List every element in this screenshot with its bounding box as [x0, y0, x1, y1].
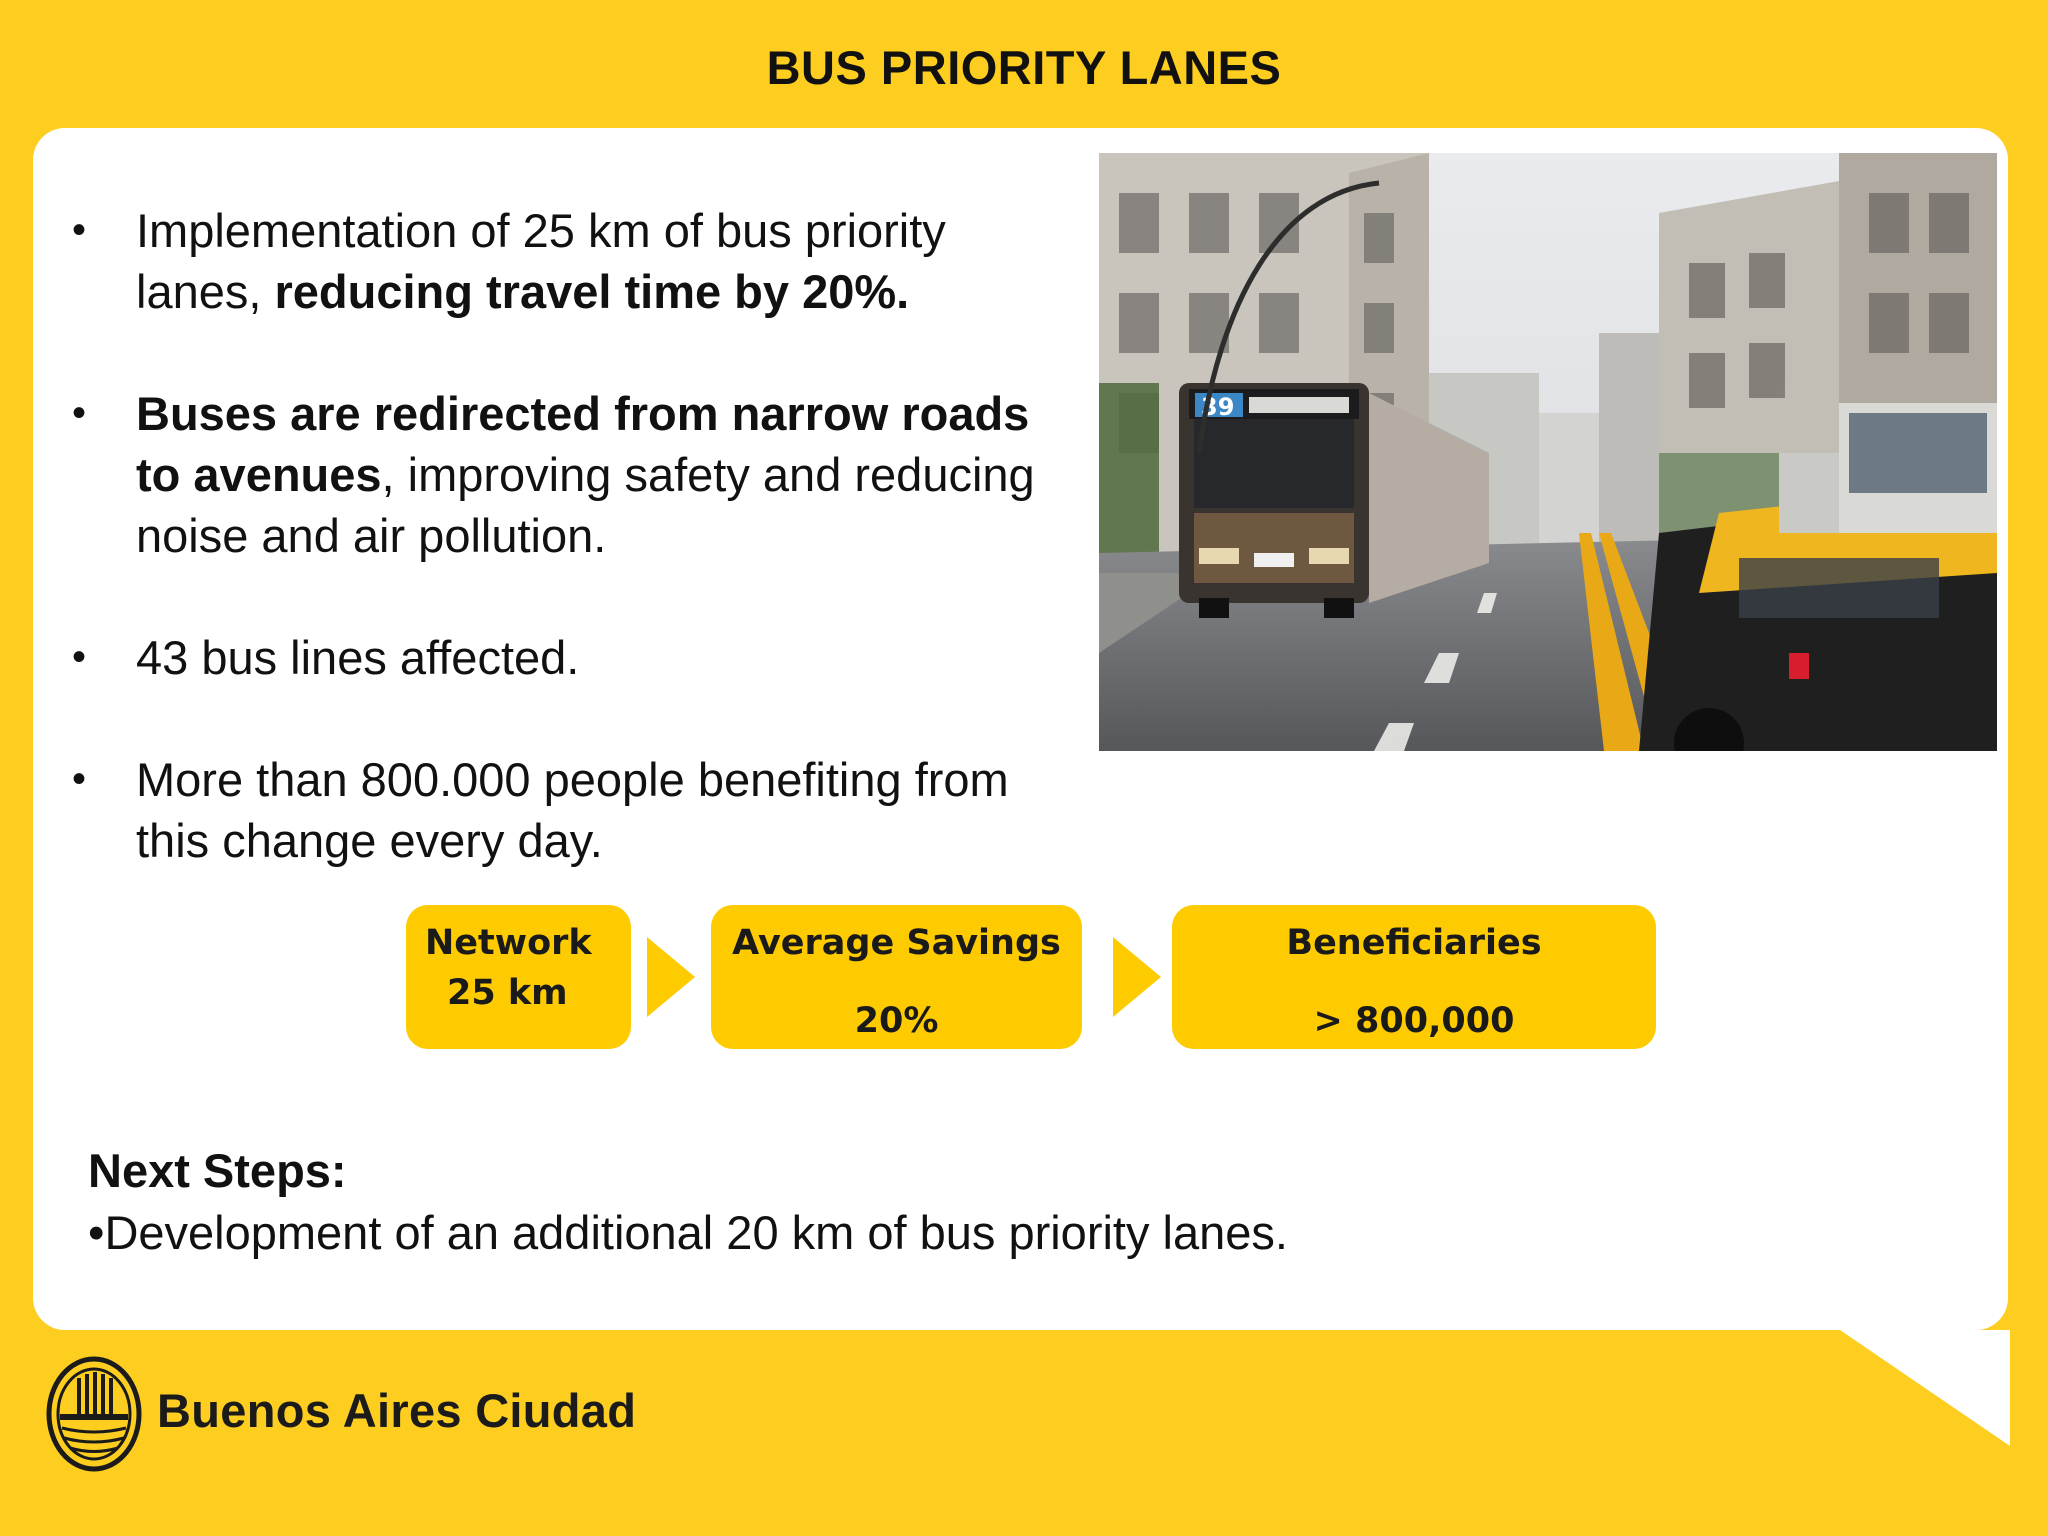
step-label: Network [425, 923, 592, 963]
bus-route-number: 39 [1201, 393, 1235, 421]
bullet-text: Implementation of 25 km of bus priority lanes, [136, 204, 946, 318]
step-label: Beneficiaries [1286, 923, 1542, 963]
next-steps-heading: Next Steps: [88, 1144, 347, 1197]
city-seal-logo [46, 1356, 142, 1472]
bullet-text: More than 800.000 people benefiting from this change every day. [136, 753, 1009, 867]
step-value: > 800,000 [1313, 1001, 1515, 1041]
slide-title: BUS PRIORITY LANES [766, 41, 1282, 94]
bullet-dot: • [72, 635, 87, 679]
step-value: 20% [854, 1001, 939, 1041]
step-value: 25 km [447, 973, 568, 1013]
bullet-text: , improving safety and reducing noise and air pollution. [136, 448, 1035, 562]
brand-name: Buenos Aires Ciudad [157, 1384, 637, 1437]
bullet-item [68, 627, 1078, 688]
bullet-bold-text: Buses are redirected from narrow roads to avenues [136, 387, 1030, 501]
speech-bubble-tail [1840, 1330, 2010, 1446]
bullet-bold-text: reducing travel time by 20%. [274, 265, 910, 318]
bullet-item [68, 749, 1078, 871]
bullet-dot: • [72, 391, 87, 435]
next-steps-item: •Development of an additional 20 km of bus priority lanes. [88, 1206, 1288, 1259]
bullet-dot: • [72, 757, 87, 801]
bullet-text: 43 bus lines affected. [136, 631, 580, 684]
bullet-dot: • [72, 208, 87, 252]
bullet-list [68, 200, 1078, 932]
bullet-item [68, 383, 1078, 566]
process-step-savings [711, 905, 1082, 1049]
next-steps [88, 1140, 1288, 1264]
process-step-beneficiaries [1172, 905, 1656, 1049]
step-label: Average Savings [732, 923, 1061, 963]
process-step-network [406, 905, 631, 1049]
street-photo [1099, 153, 1997, 751]
bullet-item [68, 200, 1078, 322]
